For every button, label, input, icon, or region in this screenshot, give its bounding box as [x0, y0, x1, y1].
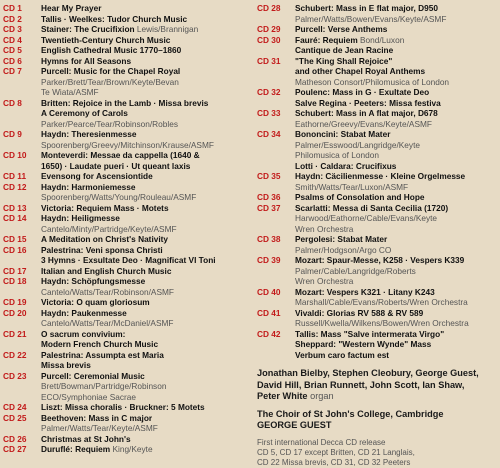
organists-line: Peter White organ [257, 391, 334, 402]
work-title-text: Stainer: The Crucifixion [41, 24, 137, 34]
cd-entry [257, 287, 497, 308]
performers: Matheson Consort/Philomusica of London [295, 76, 450, 87]
work-title [41, 182, 243, 193]
work-title-text: Palestrina: Veni sponsa Christi [41, 244, 163, 255]
performers: Marshall/Cable/Evans/Roberts/Wren Orchestra [295, 297, 468, 307]
cd-entry [3, 434, 243, 445]
cd-number: CD 3 [3, 24, 22, 34]
work-title [41, 329, 243, 340]
organists-credit [257, 368, 497, 403]
work-title [41, 171, 243, 182]
performers: Eathorne/Greevy/Evans/Keyte/ASMF [295, 118, 432, 129]
work-title-text: Duruflé: Requiem [41, 444, 113, 454]
work-title-text: Twentieth-Century Church Music [41, 34, 171, 45]
cd-number: CD 27 [3, 444, 27, 454]
cd-entry [3, 234, 243, 245]
cd-contents [41, 434, 243, 445]
work-title [295, 98, 497, 109]
work-title-text: English Cathedral Music 1770–1860 [41, 45, 182, 55]
organists-line: Jonathan Bielby, Stephen Cleobury, George Guest, [257, 368, 479, 378]
cd-contents [41, 14, 243, 25]
cd-number: CD 13 [3, 202, 27, 213]
work-title-text: Haydn: Paukenmesse [41, 307, 127, 318]
work-title [295, 203, 497, 214]
cd-number: CD 28 [257, 3, 281, 13]
work-title [295, 339, 497, 350]
work-title [41, 35, 243, 46]
work-title [41, 108, 243, 119]
cd-contents [295, 171, 497, 192]
cd-contents [41, 297, 243, 308]
cd-number: CD 37 [257, 202, 281, 213]
cd-number: CD 29 [257, 24, 281, 34]
cd-contents [41, 350, 243, 371]
work-title-text: Purcell: Music for the Chapel Royal [41, 66, 181, 76]
work-title-text: Haydn: Theresienmesse [41, 129, 137, 139]
cd-entry [3, 266, 243, 277]
cd-contents [41, 444, 243, 455]
work-title [295, 3, 497, 14]
work-title-text: Poulenc: Mass in G · Exultate Deo [295, 87, 430, 97]
cd-number: CD 23 [3, 370, 27, 381]
work-title [295, 287, 497, 298]
performers: Smith/Watts/Tear/Luxon/ASMF [295, 181, 409, 192]
work-title-text: Hear My Prayer [41, 3, 102, 13]
release-note: CD 22 Missa brevis, CD 31, CD 32 Peeters [257, 457, 411, 467]
cd-entry [257, 35, 497, 56]
choir-credit [257, 409, 497, 432]
work-title-text: Cantique de Jean Racine [295, 45, 394, 55]
cd-entry [257, 129, 497, 171]
cd-contents [41, 329, 243, 350]
work-title [41, 360, 243, 371]
cd-entry [257, 24, 497, 35]
cd-contents [41, 45, 243, 56]
work-title-text: A Ceremony of Carols [41, 108, 128, 118]
work-title-text: Evensong for Ascensiontide [41, 171, 153, 181]
work-title [41, 402, 243, 413]
cd-entry [3, 350, 243, 371]
work-title-text: Schubert: Mass in A flat major, D678 [295, 108, 438, 118]
work-title [295, 329, 497, 340]
cd-contents [295, 192, 497, 203]
cd-number: CD 41 [257, 307, 281, 318]
cd-entry [3, 308, 243, 329]
work-title-text: Purcell: Verse Anthems [295, 24, 388, 34]
cd-contents [41, 66, 243, 98]
work-title-text: Victoria: Requiem Mass · Motets [41, 202, 169, 213]
work-title [41, 66, 243, 77]
work-title [41, 434, 243, 445]
cd-number: CD 32 [257, 87, 281, 97]
right-column [257, 3, 497, 468]
cd-contents [295, 108, 497, 129]
work-title [295, 45, 497, 56]
cd-number: CD 15 [3, 234, 27, 244]
cd-contents [41, 150, 243, 171]
cd-number: CD 5 [3, 45, 22, 55]
cd-entry [3, 150, 243, 171]
cd-contents [41, 402, 243, 413]
cd-number: CD 39 [257, 255, 281, 265]
performers: Spoorenberg/Greevy/Mitchinson/Krause/ASMF [41, 139, 214, 150]
cd-contents [295, 56, 497, 88]
cd-contents [41, 413, 243, 434]
work-title [41, 245, 243, 256]
work-title-text: Fauré: Requiem [295, 34, 361, 45]
work-title-text: and other Chapel Royal Anthems [295, 66, 426, 76]
cd-entry [3, 24, 243, 35]
cd-number: CD 33 [257, 108, 281, 118]
work-title [41, 371, 243, 382]
work-title [295, 234, 497, 245]
work-title [295, 108, 497, 119]
work-title [41, 339, 243, 350]
performers: Wren Orchestra [295, 223, 354, 234]
work-title-text: Lotti · Caldara: Crucifixus [295, 160, 397, 171]
cd-contents [41, 245, 243, 266]
cd-contents [41, 56, 243, 67]
work-title [41, 308, 243, 319]
work-title [41, 266, 243, 277]
work-title [295, 87, 497, 98]
work-title-text: Psalms of Consolation and Hope [295, 192, 425, 202]
cd-entry [257, 87, 497, 108]
cd-contents [41, 234, 243, 245]
cd-entry [257, 192, 497, 203]
performers: Parker/Pearce/Tear/Robinson/Robles [41, 118, 178, 129]
cd-contents [295, 234, 497, 255]
cd-contents [295, 308, 497, 329]
work-title-text: Palestrina: Assumpta est Maria [41, 349, 164, 360]
cd-contents [295, 255, 497, 287]
work-title-text: Purcell: Ceremonial Music [41, 370, 145, 381]
cd-contents [41, 129, 243, 150]
cd-contents [41, 171, 243, 182]
work-title [295, 161, 497, 172]
cd-number: CD 10 [3, 150, 27, 160]
work-title-text: 1650) · Laudate pueri · Ut queant laxis [41, 160, 191, 171]
cd-number: CD 22 [3, 349, 27, 360]
cd-entry [3, 171, 243, 182]
performers: Brett/Bowman/Partridge/Robinson [41, 381, 167, 391]
cd-contents [41, 371, 243, 403]
cd-entry [257, 108, 497, 129]
cd-number: CD 30 [257, 34, 281, 45]
cd-number: CD 8 [3, 97, 22, 108]
performers: Lewis/Brannigan [136, 24, 199, 34]
cd-entry [3, 444, 243, 455]
work-title [295, 171, 497, 182]
cd-entry [3, 402, 243, 413]
work-title-text: Liszt: Missa choralis · Bruckner: 5 Motets [41, 402, 205, 412]
work-title [41, 3, 243, 14]
work-title-text: Monteverdi: Messae da cappella (1640 & [41, 150, 200, 160]
work-title-text: Bononcini: Stabat Mater [295, 129, 391, 139]
work-title-text: Sheppard: "Western Wynde" Mass [295, 339, 432, 349]
cd-contents [41, 308, 243, 329]
performers: Palmer/Watts/Bowen/Evans/Keyte/ASMF [295, 13, 447, 24]
cd-contents [41, 3, 243, 14]
cd-number: CD 4 [3, 34, 22, 45]
cd-entry [3, 35, 243, 46]
cd-number: CD 36 [257, 192, 281, 202]
work-title [41, 98, 243, 109]
work-title [41, 56, 243, 67]
work-title-text: A Meditation on Christ's Nativity [41, 234, 169, 244]
cd-entry [257, 171, 497, 192]
work-title [295, 308, 497, 319]
cd-number: CD 38 [257, 234, 281, 244]
work-title-text: Haydn: Heiligmesse [41, 213, 120, 223]
work-title-text: Haydn: Schöpfungsmesse [41, 276, 146, 286]
cd-entry [3, 14, 243, 25]
cd-contents [295, 3, 497, 24]
cd-entry [3, 45, 243, 56]
performers: Cantelo/Minty/Partridge/Keyte/ASMF [41, 223, 177, 234]
cd-number: CD 2 [3, 13, 22, 24]
performers: Palmer/Esswood/Langridge/Keyte [295, 139, 420, 150]
cd-entry [3, 66, 243, 98]
cd-entry [3, 129, 243, 150]
performers: Palmer/Watts/Tear/Keyte/ASMF [41, 423, 158, 433]
cd-contents [295, 329, 497, 361]
work-title [41, 276, 243, 287]
work-title [41, 150, 243, 161]
work-title [41, 24, 243, 35]
cd-number: CD 19 [3, 297, 27, 307]
cd-entry [257, 234, 497, 255]
cd-contents [295, 203, 497, 235]
cd-entry [257, 56, 497, 88]
cd-number: CD 24 [3, 402, 27, 412]
performers: Philomusica of London [295, 150, 379, 160]
work-title-text: Mozart: Vespers K321 · Litany K243 [295, 286, 435, 297]
cd-contents [295, 287, 497, 308]
cd-number: CD 9 [3, 129, 22, 139]
work-title-text: Schubert: Mass in E flat major, D950 [295, 3, 438, 13]
cd-number: CD 25 [3, 412, 27, 423]
cd-number: CD 31 [257, 55, 281, 66]
release-note: First international Decca CD release [257, 437, 386, 447]
work-title-text: Pergolesi: Stabat Mater [295, 234, 388, 244]
cd-entry [3, 276, 243, 297]
conductor-name: GEORGE GUEST [257, 420, 332, 431]
release-note: CD 5, CD 17 except Britten, CD 21 Langlais, [257, 447, 415, 457]
work-title-text: Haydn: Cäcilienmesse · Kleine Orgelmesse [295, 171, 466, 181]
cd-entry [3, 297, 243, 308]
cd-number: CD 21 [3, 328, 27, 339]
work-title-text: "The King Shall Rejoice" [295, 55, 393, 66]
work-title [295, 56, 497, 67]
cd-entry [257, 308, 497, 329]
performers: Wren Orchestra [295, 276, 354, 286]
cd-number: CD 18 [3, 276, 27, 286]
work-title-text: Italian and English Church Music [41, 265, 172, 276]
work-title [295, 24, 497, 35]
work-title [41, 350, 243, 361]
cd-number: CD 6 [3, 55, 22, 66]
cd-entry [3, 203, 243, 214]
cd-contents [41, 35, 243, 46]
organists-line: David Hill, Brian Runnett, John Scott, Ian Shaw, [257, 379, 465, 390]
cd-number: CD 11 [3, 171, 27, 181]
cd-number: CD 40 [257, 286, 281, 297]
cd-entry [3, 329, 243, 350]
work-title [41, 129, 243, 140]
work-title-text: O sacrum convivium: [41, 328, 126, 339]
work-title-text: Vivaldi: Glorias RV 588 & RV 589 [295, 307, 424, 318]
work-title-text: Britten: Rejoice in the Lamb · Missa brevis [41, 97, 209, 108]
cd-number: CD 35 [257, 171, 281, 181]
cd-entry [257, 329, 497, 361]
cd-entry [257, 255, 497, 287]
work-title [41, 213, 243, 224]
work-title-text: Mozart: Spaur-Messe, K258 · Vespers K339 [295, 255, 465, 265]
cd-number: CD 34 [257, 129, 281, 139]
cd-number: CD 12 [3, 181, 27, 192]
organ-role: organ [310, 391, 334, 402]
performers: Russell/Kwella/Wilkens/Bowen/Wren Orchestra [295, 318, 469, 328]
right-entries [257, 3, 497, 360]
cd-entry [3, 213, 243, 234]
cd-entry [3, 245, 243, 266]
cd-entry [3, 3, 243, 14]
work-title [41, 413, 243, 424]
work-title-text: Beethoven: Mass in C major [41, 412, 153, 423]
work-title-text: Victoria: O quam gloriosum [41, 297, 150, 307]
cd-entry [3, 182, 243, 203]
cd-contents [295, 24, 497, 35]
performers: Bond/Luxon [360, 34, 405, 45]
work-title [295, 350, 497, 361]
work-title [41, 255, 243, 266]
work-title [41, 161, 243, 172]
cd-entry [3, 56, 243, 67]
cd-entry [3, 98, 243, 130]
cd-contents [41, 203, 243, 214]
cd-number: CD 7 [3, 66, 22, 76]
cd-contents [41, 182, 243, 203]
work-title [41, 234, 243, 245]
work-title [295, 66, 497, 77]
cd-contents [41, 276, 243, 297]
work-title-text: Hymns for All Seasons [41, 55, 132, 66]
cd-contents [295, 35, 497, 56]
work-title-text: Missa brevis [41, 360, 91, 370]
work-title [41, 45, 243, 56]
work-title [41, 297, 243, 308]
work-title-text: Tallis: Mass "Salve intermerata Virgo" [295, 328, 445, 339]
cd-contents [295, 129, 497, 171]
work-title-text: Modern French Church Music [41, 339, 159, 349]
cd-contents [41, 98, 243, 130]
cd-number: CD 1 [3, 3, 22, 13]
work-title [41, 14, 243, 25]
work-title [295, 129, 497, 140]
performers: Harwood/Eathorne/Cable/Evans/Keyte [295, 213, 438, 223]
cd-number: CD 42 [257, 328, 281, 339]
cd-entry [3, 371, 243, 403]
performers: Cantelo/Watts/Tear/Robinson/ASMF [41, 286, 174, 297]
cd-contents [41, 24, 243, 35]
choir-name: The Choir of St John's College, Cambridge [257, 408, 444, 419]
cd-number: CD 17 [3, 265, 27, 276]
performers: Palmer/Hodgson/Argo CO [295, 244, 392, 255]
performers: Te Wiata/ASMF [41, 87, 99, 97]
work-title-text: Tallis · Weelkes: Tudor Church Music [41, 13, 188, 24]
performers: Spoorenberg/Watts/Young/Rouleau/ASMF [41, 192, 197, 202]
work-title-text: Scarlatti: Messa di Santa Cecilia (1720) [295, 202, 449, 213]
work-title [41, 203, 243, 214]
work-title [295, 192, 497, 203]
cd-contents [41, 266, 243, 277]
work-title-text: Haydn: Harmoniemesse [41, 181, 136, 192]
cd-entry [257, 203, 497, 235]
release-notes [257, 438, 497, 468]
work-title-text: Verbum caro factum est [295, 349, 390, 360]
performers: ECO/Symphoniae Sacrae [41, 391, 137, 402]
work-title [295, 255, 497, 266]
work-title [295, 35, 497, 46]
work-title-text: Christmas at St John's [41, 433, 131, 444]
cd-number: CD 26 [3, 433, 27, 444]
work-title-text: 3 Hymns · Exsultate Deo · Magnificat VI Toni [41, 255, 216, 265]
cd-number: CD 14 [3, 213, 27, 223]
work-title [41, 444, 243, 455]
performers: Parker/Brett/Tear/Brown/Keyte/Bevan [41, 76, 179, 87]
cd-entry [3, 413, 243, 434]
cd-number: CD 16 [3, 244, 27, 255]
performers: Cantelo/Watts/Tear/McDaniel/ASMF [41, 318, 174, 328]
performers: King/Keyte [112, 444, 153, 454]
cd-contents [295, 87, 497, 108]
performers: Palmer/Cable/Langridge/Roberts [295, 265, 416, 276]
left-column [3, 3, 243, 455]
cd-entry [257, 3, 497, 24]
work-title-text: Salve Regina · Peeters: Missa festiva [295, 97, 441, 108]
cd-number: CD 20 [3, 307, 27, 318]
cd-contents [41, 213, 243, 234]
